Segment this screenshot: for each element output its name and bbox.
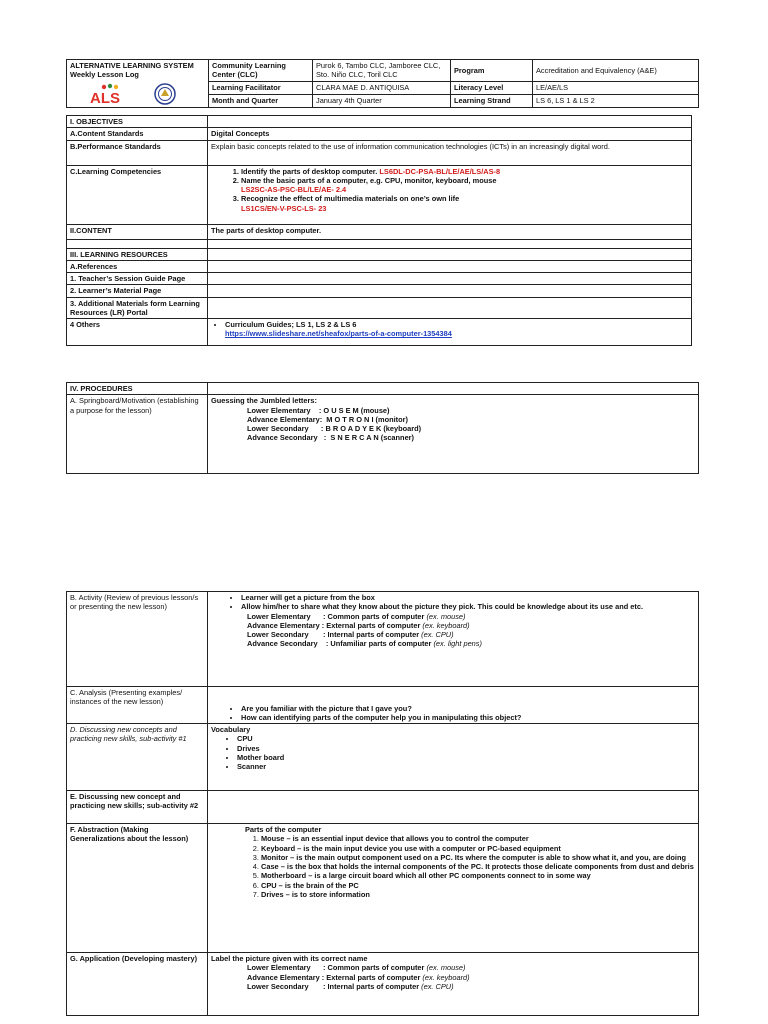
- month-value: January 4th Quarter: [313, 94, 451, 107]
- additional-materials-label: 3. Additional Materials form Learning Resources (LR) Portal: [67, 297, 208, 319]
- org-block: [67, 60, 209, 108]
- vocabulary-item: • Scanner: [237, 762, 695, 771]
- clc-label: Community Learning Center (CLC): [209, 60, 313, 82]
- facilitator-label: Learning Facilitator: [209, 82, 313, 95]
- jumbled-item: Lower Secondary : B R O A D Y E K (keyboard): [247, 424, 422, 433]
- application-level: Lower Secondary : Internal parts of computer (ex. CPU): [247, 981, 454, 991]
- vocabulary-item: • Mother board: [237, 753, 695, 762]
- clc-value: Purok 6, Tambo CLC, Jamboree CLC, Sto. Niño CLC, Toril CLC: [313, 60, 451, 82]
- abstraction-content: [208, 824, 699, 953]
- month-label: Month and Quarter: [209, 94, 313, 107]
- vocabulary-item: • CPU: [237, 734, 695, 743]
- competencies-label: C.Learning Competencies: [67, 165, 208, 224]
- vocabulary-heading: Vocabulary: [211, 725, 251, 734]
- teacher-guide-label: 1. Teacher’s Session Guide Page: [67, 273, 208, 285]
- activity-label: B. Activity (Review of previous lesson/s or presenting the new lesson): [67, 592, 208, 687]
- program-value: Accreditation and Equivalency (A&E): [533, 60, 699, 82]
- competency-item: 2. Name the basic parts of a computer, e.g. CPU, monitor, keyboard, mouse LS2SC-AS-PSC-BL/LE/AE- 2.4: [241, 176, 688, 195]
- analysis-label: C. Analysis (Presenting examples/ instances of the new lesson): [67, 687, 208, 724]
- content-value: The parts of desktop computer.: [208, 224, 692, 239]
- jumbled-item: Advance Secondary : S N E R C A N (scanner): [247, 433, 415, 443]
- als-logo: [84, 82, 146, 106]
- deped-seal-icon: [154, 83, 176, 105]
- procedures-table-1: [66, 382, 699, 474]
- springboard-content: [208, 395, 699, 474]
- program-label: Program: [451, 60, 533, 82]
- application-intro: Label the picture given with its correct name: [211, 954, 368, 963]
- procedures-table-2: [66, 591, 699, 1016]
- references-label: A.References: [67, 260, 208, 272]
- part-item: 3. Monitor – is the main output component used on a PC. Its where the computer is able to show what it, and you, are doing: [261, 853, 695, 862]
- others-value: [208, 319, 692, 346]
- svg-text:ALS: ALS: [90, 89, 120, 106]
- part-item: 5. Motherboard – is a large circuit board which all other PC components connect to in some way: [261, 871, 695, 880]
- application-level: Advance Elementary : External parts of computer (ex. keyboard): [247, 972, 470, 982]
- competency-item: 1. Identify the parts of desktop computer. LS6DL-DC-PSA-BL/LE/AE/LS/AS-8: [241, 167, 688, 176]
- springboard-label: A. Springboard/Motivation (establishing a purpose for the lesson): [67, 395, 208, 474]
- part-item: 4. Case – is the box that holds the internal components of the PC. It protects those delicate components from dust and debris: [261, 862, 695, 871]
- springboard-intro: Guessing the Jumbled letters:: [211, 396, 317, 406]
- content-label: II.CONTENT: [67, 224, 208, 239]
- logo-row: [70, 82, 205, 106]
- activity-bullet: • Learner will get a picture from the box: [241, 593, 695, 602]
- others-label: 4 Others: [67, 319, 208, 346]
- application-content: [208, 953, 699, 1016]
- content-standards-label: A.Content Standards: [67, 128, 208, 140]
- slideshare-link[interactable]: https://www.slideshare.net/sheafox/parts-of-a-computer-1354384: [225, 329, 452, 339]
- discussion2-label: E. Discussing new concept and practicing new skills; sub-activity #2: [67, 791, 208, 824]
- procedures-heading: IV. PROCEDURES: [67, 383, 208, 395]
- resources-heading: III. LEARNING RESOURCES: [67, 248, 208, 260]
- activity-level: Advance Elementary : External parts of computer (ex. keyboard): [247, 620, 470, 630]
- part-item: 6. CPU – is the brain of the PC: [261, 881, 695, 890]
- org-title: ALTERNATIVE LEARNING SYSTEM: [70, 61, 194, 70]
- abstraction-label: F. Abstraction (Making Generalizations about the lesson): [67, 824, 208, 953]
- literacy-label: Literacy Level: [451, 82, 533, 95]
- strand-value: LS 6, LS 1 & LS 2: [533, 94, 699, 107]
- objectives-table: [66, 115, 692, 346]
- part-item: 2. Keyboard – is the main input device you use with a computer or PC-based equipment: [261, 844, 695, 853]
- vocabulary-item: • Drives: [237, 744, 695, 753]
- activity-level: Lower Secondary : Internal parts of computer (ex. CPU): [247, 630, 454, 639]
- application-label: G. Application (Developing mastery): [67, 953, 208, 1016]
- performance-standards-label: B.Performance Standards: [67, 140, 208, 165]
- objectives-heading: I. OBJECTIVES: [67, 116, 208, 128]
- strand-label: Learning Strand: [451, 94, 533, 107]
- activity-bullet: • Allow him/her to share what they know about the picture they pick. This could be knowledge about its use and etc.: [241, 602, 695, 611]
- literacy-value: LE/AE/LS: [533, 82, 699, 95]
- parts-heading: Parts of the computer: [245, 825, 322, 834]
- application-level: Lower Elementary : Common parts of computer (ex. mouse): [247, 963, 466, 973]
- others-item: • Curriculum Guides; LS 1, LS 2 & LS 6: [225, 320, 688, 329]
- activity-level: Lower Elementary : Common parts of computer (ex. mouse): [247, 611, 466, 621]
- performance-standards-value: Explain basic concepts related to the use of information communication technologies (ICTs) in an increasingly digital word.: [208, 140, 692, 165]
- jumbled-item: Advance Elementary: M O T R O N I (monitor): [247, 414, 408, 424]
- analysis-content: [208, 687, 699, 724]
- content-standards-value: Digital Concepts: [208, 128, 692, 140]
- activity-level: Advance Secondary : Unfamiliar parts of computer (ex. light pens): [247, 639, 482, 649]
- analysis-bullet: • How can identifying parts of the computer help you in manipulating this object?: [241, 713, 695, 722]
- competency-item: 3. Recognize the effect of multimedia materials on one’s own life LS1CS/EN-V-PSC-LS- 23: [241, 194, 688, 213]
- learner-material-label: 2. Learner’s Material Page: [67, 285, 208, 297]
- jumbled-item: Lower Elementary : O U S E M (mouse): [247, 405, 390, 415]
- activity-content: [208, 592, 699, 687]
- analysis-bullet: • Are you familiar with the picture that I gave you?: [241, 704, 695, 713]
- lesson-log-header-table: [66, 59, 699, 108]
- discussion1-label: D. Discussing new concepts and practicing new skills, sub-activity #1: [67, 724, 208, 791]
- facilitator-value: CLARA MAE D. ANTIQUISA: [313, 82, 451, 95]
- log-title: Weekly Lesson Log: [70, 70, 139, 80]
- part-item: 7. Drives – is to store information: [261, 890, 695, 899]
- part-item: 1. Mouse – is an essential input device that allows you to control the computer: [261, 834, 695, 843]
- competencies-list: [208, 165, 692, 224]
- discussion1-content: [208, 724, 699, 791]
